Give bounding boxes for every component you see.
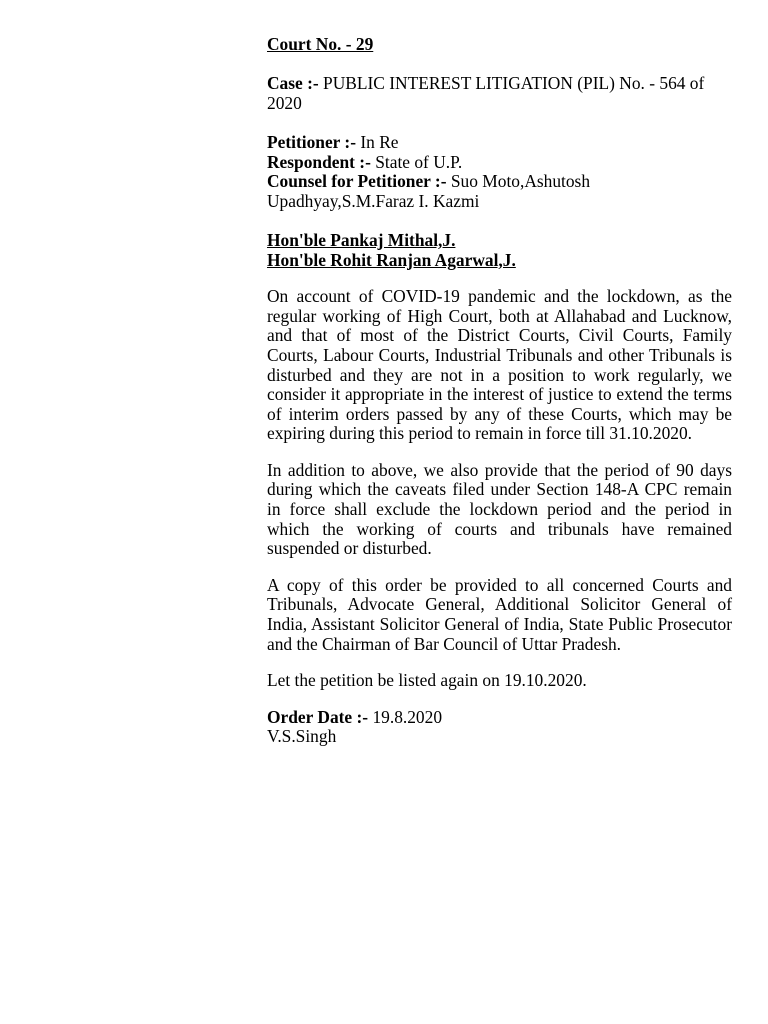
counsel-label: Counsel for Petitioner :-	[267, 171, 447, 192]
respondent-value: State of U.P.	[375, 151, 463, 172]
petitioner-line	[267, 133, 732, 153]
petitioner-label: Petitioner :-	[267, 131, 357, 152]
court-number: Court No. - 29	[267, 34, 374, 54]
respondent-line	[267, 153, 732, 173]
spacer	[267, 113, 732, 133]
order-date-value: 19.8.2020	[372, 706, 443, 727]
spacer	[267, 55, 732, 75]
signatory: V.S.Singh	[267, 726, 337, 747]
respondent-label: Respondent :-	[267, 151, 371, 172]
listing-paragraph: Let the petition be listed again on 19.10.2020.	[267, 670, 587, 691]
case-value: PUBLIC INTEREST LITIGATION (PIL) No. - 564 of 2020	[267, 73, 705, 113]
judge-name: Hon'ble Pankaj Mithal,J.	[267, 229, 456, 250]
order-paragraph: A copy of this order be provided to all concerned Courts and Tribunals, Advocate General, Additional Solicitor General of India, Assistant Solicitor General of India, State Public Prosecutor and the Chairman of Bar Council of Uttar Pradesh.	[267, 574, 732, 654]
order-date-line	[267, 708, 732, 728]
order-paragraph: On account of COVID-19 pandemic and the lockdown, as the regular working of High Court, both at Allahabad and Lucknow, and that of most of the District Courts, Civil Courts, Family Courts, Labour Courts, Industrial Tribunals and other Tribunals is disturbed and they are not in a position to work regularly, we consider it appropriate in the interest of justice to extend the terms of interim orders passed by any of these Courts, which may be expiring during this period to remain in force till 31.10.2020.	[267, 286, 732, 444]
judges-block	[267, 231, 732, 270]
order-document	[267, 35, 732, 747]
judge-name: Hon'ble Rohit Ranjan Agarwal,J.	[267, 249, 516, 270]
petitioner-value: In Re	[360, 131, 399, 152]
counsel-line	[267, 172, 732, 211]
case-line	[267, 74, 732, 113]
case-label: Case :-	[267, 73, 319, 94]
order-date-label: Order Date :-	[267, 706, 369, 727]
order-paragraph: In addition to above, we also provide that the period of 90 days during which the caveats filed under Section 148-A CPC remain in force shall exclude the lockdown period and the period in which the working of courts and tribunals have remained suspended or disturbed.	[267, 459, 732, 559]
counsel-value: Suo Moto,Ashutosh Upadhyay,S.M.Faraz I. Kazmi	[267, 171, 591, 211]
